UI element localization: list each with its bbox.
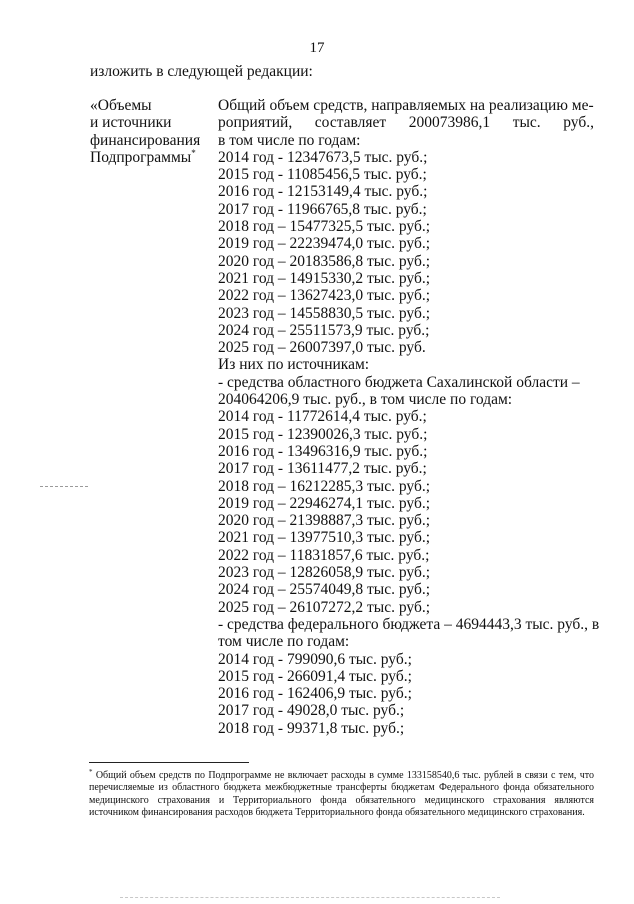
- funding-details: [218, 97, 600, 737]
- regional-year-line: 2025 год – 26107272,2 тыс. руб.;: [218, 598, 431, 616]
- regional-year-line: 2016 год - 13496316,9 тыс. руб.;: [218, 442, 428, 460]
- total-word: роприятий,: [218, 114, 293, 132]
- total-year-line: 2019 год – 22239474,0 тыс. руб.;: [218, 235, 431, 253]
- federal-budget-line: - средства федерального бюджета – 4694443,3 тыс. руб., в: [218, 615, 600, 633]
- footnote-marker: *: [89, 768, 93, 776]
- scan-artifact-dashes: [40, 486, 88, 487]
- total-year-line: 2018 год – 15477325,5 тыс. руб.;: [218, 218, 431, 236]
- footnote-marker: *: [191, 147, 196, 158]
- federal-budget-line: том числе по годам:: [218, 633, 350, 651]
- total-year-line: 2020 год – 20183586,8 тыс. руб.;: [218, 252, 431, 270]
- federal-year-line: 2018 год - 99371,8 тыс. руб.;: [218, 719, 405, 737]
- label-line: «Объемы: [90, 97, 152, 114]
- regional-year-line: 2014 год - 11772614,4 тыс. руб.;: [218, 408, 427, 426]
- total-year-line: 2014 год - 12347673,5 тыс. руб.;: [218, 148, 428, 166]
- federal-year-line: 2015 год - 266091,4 тыс. руб.;: [218, 667, 412, 685]
- total-amount-line: [218, 114, 594, 131]
- intro-text: изложить в следующей редакции:: [90, 63, 313, 80]
- regional-budget-line: - средства областного бюджета Сахалинской области –: [218, 373, 580, 391]
- label-line: финансирования: [90, 131, 201, 149]
- total-year-line: 2025 год – 26007397,0 тыс. руб.: [218, 339, 426, 357]
- federal-year-line: 2016 год - 162406,9 тыс. руб.;: [218, 685, 412, 703]
- sources-heading: Из них по источникам:: [218, 356, 370, 374]
- footnote-divider: [89, 762, 249, 763]
- regional-year-line: 2024 год – 25574049,8 тыс. руб.;: [218, 581, 431, 599]
- footnote-text: Общий объем средств по Подпрограмме не включает расходы в сумме 133158540,6 тыс. рублей в связи с тем, что перечисляемые из областного бюджета межбюджетные трансферты бюджетам Федерального фонда обязательного медицинского страхования и Территориального фонда обязательного медицинского страхования являются источником финансирования расходов бюджета Территориального фонда обязательного медицинского страхования.: [89, 770, 594, 819]
- total-word: руб.,: [563, 114, 594, 132]
- subprogram-funding-label: [90, 97, 210, 166]
- total-line: в том числе по годам:: [218, 131, 361, 149]
- regional-year-line: 2019 год – 22946274,1 тыс. руб.;: [218, 494, 431, 512]
- regional-year-line: 2018 год – 16212285,3 тыс. руб.;: [218, 477, 431, 495]
- total-year-line: 2021 год – 14915330,2 тыс. руб.;: [218, 269, 431, 287]
- scan-artifact-dashes: [120, 897, 500, 898]
- total-year-line: 2022 год – 13627423,0 тыс. руб.;: [218, 287, 431, 305]
- total-word: составляет: [314, 114, 387, 132]
- total-year-line: 2015 год - 11085456,5 тыс. руб.;: [218, 166, 427, 184]
- federal-year-line: 2014 год - 799090,6 тыс. руб.;: [218, 650, 412, 668]
- regional-year-line: 2015 год - 12390026,3 тыс. руб.;: [218, 425, 428, 443]
- footnote: [89, 770, 594, 820]
- label-line: Подпрограммы: [90, 148, 192, 166]
- label-line-last: [90, 149, 210, 166]
- label-line: и источники: [90, 114, 172, 132]
- regional-budget-line: 204064206,9 тыс. руб., в том числе по годам:: [218, 391, 513, 409]
- regional-year-line: 2022 год – 11831857,6 тыс. руб.;: [218, 546, 430, 564]
- total-year-line: 2023 год – 14558830,5 тыс. руб.;: [218, 304, 431, 322]
- total-word: тыс.: [512, 114, 541, 132]
- total-year-line: 2017 год - 11966765,8 тыс. руб.;: [218, 200, 427, 218]
- total-amount: 200073986,1: [408, 114, 491, 132]
- total-year-line: 2024 год – 25511573,9 тыс. руб.;: [218, 321, 430, 339]
- federal-year-line: 2017 год - 49028,0 тыс. руб.;: [218, 702, 405, 720]
- page-number: 17: [309, 40, 325, 56]
- total-year-line: 2016 год - 12153149,4 тыс. руб.;: [218, 183, 428, 201]
- regional-year-line: 2017 год - 13611477,2 тыс. руб.;: [218, 460, 427, 478]
- regional-year-line: 2023 год – 12826058,9 тыс. руб.;: [218, 564, 431, 582]
- total-line: Общий объем средств, направляемых на реализацию ме-: [218, 97, 594, 114]
- regional-year-line: 2021 год – 13977510,3 тыс. руб.;: [218, 529, 431, 547]
- regional-year-line: 2020 год – 21398887,3 тыс. руб.;: [218, 512, 431, 530]
